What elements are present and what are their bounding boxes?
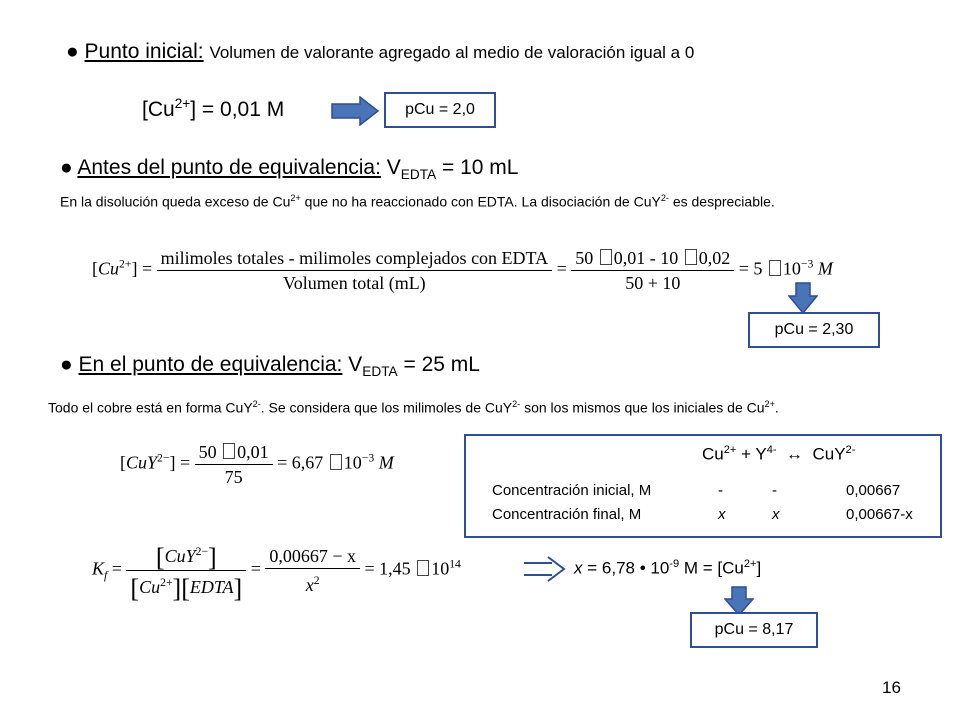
note-sup: 2- xyxy=(660,193,669,203)
solution-text: = 6,78 • 10 xyxy=(587,558,670,578)
row-c2: - xyxy=(772,482,777,499)
row-c3: 0,00667-x xyxy=(846,506,913,523)
result-initial xyxy=(384,92,496,128)
note-part: En la disolución queda exceso de Cu xyxy=(60,193,291,210)
v-value: = 10 mL xyxy=(442,156,519,179)
note-part: son los mismos que los iniciales de Cu xyxy=(520,399,765,416)
eq-lhs-sup: 2+ xyxy=(119,257,132,271)
note-part: Todo el cobre está en forma CuY xyxy=(48,399,253,416)
cuy-result-exp: −3 xyxy=(361,451,375,465)
initial-description: Volumen de valorante agregado al medio de valoración igual a 0 xyxy=(209,43,695,62)
times-glyph xyxy=(330,454,342,470)
note-sup: 2- xyxy=(252,399,261,409)
times-glyph xyxy=(223,443,235,459)
equiv-note xyxy=(48,399,779,416)
times-glyph xyxy=(769,260,781,276)
species1-sup: 2+ xyxy=(723,444,737,456)
solution-tail: M = [Cu xyxy=(679,558,744,578)
eq-result: = 5 xyxy=(738,258,767,279)
heading-initial xyxy=(66,40,694,64)
times-glyph xyxy=(600,249,612,265)
cuy-num-b: 0,01 xyxy=(237,442,269,462)
v-sub: EDTA xyxy=(362,364,398,380)
down-arrow-icon xyxy=(788,282,818,314)
solution-tail-end: ] xyxy=(756,558,762,578)
solution-exp: -9 xyxy=(669,558,680,570)
bullet: ● xyxy=(60,156,73,179)
note-part: es despreciable. xyxy=(668,193,775,210)
heading-equiv xyxy=(60,353,480,379)
result-before xyxy=(748,312,880,348)
fraction-kf: $\frac{[CuY^{2-}]}{[Cu^{2+}][EDTA]}$ xyxy=(126,540,246,601)
times-glyph xyxy=(685,249,697,265)
kf-num2: 0,00667 − x xyxy=(265,544,360,569)
result-equiv xyxy=(690,612,818,648)
kf-result-base: 10 xyxy=(431,558,450,579)
result-before-text: pCu = 2,30 xyxy=(774,321,854,338)
reaction-equation xyxy=(702,444,855,465)
frac-num: milimoles totales - milimoles complejados con EDTA xyxy=(157,246,553,271)
cuy-result-unit: M xyxy=(378,452,394,473)
heading-before xyxy=(60,156,518,182)
right-arrow-icon xyxy=(330,96,380,126)
heading-equiv-title: En el punto de equivalencia: xyxy=(78,353,343,376)
equation-cuy: [CuY$^{2-}$] = $\frac{50 0,01}{75}$ = 6,67 $10^{-3}$ M xyxy=(120,442,394,487)
cuy-lhs: CuY xyxy=(126,452,158,473)
solution-tail-sup: 2+ xyxy=(743,558,757,570)
fraction-cuy xyxy=(195,440,273,489)
row-final xyxy=(492,506,913,523)
fraction-numeric xyxy=(571,246,734,295)
kf-result-exp: 14 xyxy=(449,557,461,571)
bullet: ● xyxy=(66,40,79,63)
frac-num-a: 50 xyxy=(575,248,598,268)
conc-suffix: ] = 0,01 M xyxy=(190,98,285,121)
note-sup: 2- xyxy=(512,399,521,409)
note-part: . Se considera que los milimoles de CuY xyxy=(260,399,513,416)
solution-x: x = 6,78 • $10^{-9}$ $M = [Cu^{2+}]$ xyxy=(574,558,762,578)
implies-arrow-icon xyxy=(522,554,568,584)
eq-result-exp: −3 xyxy=(800,257,814,271)
kf-result: = 1,45 xyxy=(364,558,416,579)
fraction-millimoles xyxy=(157,246,553,295)
row-c1: - xyxy=(718,482,723,499)
cuy-num-a: 50 xyxy=(198,442,222,462)
conc-prefix: [Cu xyxy=(142,98,175,121)
times-glyph xyxy=(417,560,429,576)
fraction-kf-numeric xyxy=(265,544,360,597)
note-sup: 2+ xyxy=(290,193,301,203)
initial-concentration xyxy=(142,96,284,122)
eq-result-base: 10 xyxy=(782,258,801,279)
equation-kf: $K_f$ = $\frac{[CuY^{2-}]}{[Cu^{2+}][EDTA]}$ = $\frac{0,00667 - x}{x^2}$ = 1,45 $10^{14}$ xyxy=(92,540,461,601)
cuy-den: 75 xyxy=(224,467,243,487)
result-equiv-text: pCu = 8,17 xyxy=(714,621,794,638)
product-sup: 2- xyxy=(845,444,856,456)
reaction-table xyxy=(464,434,942,538)
equilibrium-arrow-icon: ↔ xyxy=(786,444,804,464)
v-label: V xyxy=(386,156,401,179)
kf-den2-sup: 2 xyxy=(313,573,320,587)
heading-before-title: Antes del punto de equivalencia: xyxy=(77,156,381,179)
note-sup: 2+ xyxy=(764,399,775,409)
v-value: = 25 mL xyxy=(403,353,480,376)
kf-num-sup: 2− xyxy=(195,545,209,558)
row-initial xyxy=(492,482,900,499)
kf-den-a-sup: 2+ xyxy=(160,575,173,589)
row-c2: x xyxy=(772,506,780,523)
cuy-lhs-sup: 2− xyxy=(157,451,170,465)
row-c1: x xyxy=(718,506,726,523)
kf-den2: x xyxy=(305,574,314,595)
species2-sup: 4- xyxy=(766,444,777,456)
product: CuY xyxy=(812,444,846,464)
before-note xyxy=(60,193,775,210)
eq-result-unit: M xyxy=(817,258,833,279)
cuy-result: = 6,67 xyxy=(277,452,328,473)
kf-num: CuY xyxy=(164,546,196,566)
note-part: que no ha reaccionado con EDTA. La disociación de CuY xyxy=(300,193,661,210)
v-label: V xyxy=(348,353,363,376)
row-label: Concentración final, M xyxy=(492,506,642,523)
row-label: Concentración inicial, M xyxy=(492,482,652,499)
result-initial-text: pCu = 2,0 xyxy=(405,101,475,118)
frac-num-c: 0,02 xyxy=(698,248,731,268)
species1: Cu xyxy=(702,444,724,464)
eq-lhs: Cu xyxy=(98,258,120,279)
frac-den: Volumen total (mL) xyxy=(283,273,426,293)
cuy-result-base: 10 xyxy=(343,452,362,473)
page-number: 16 xyxy=(882,678,901,697)
bullet: ● xyxy=(60,353,73,376)
v-sub: EDTA xyxy=(400,167,437,183)
kf-lhs: K xyxy=(92,558,105,579)
kf-den-a: Cu xyxy=(139,576,161,597)
plus-species2: + Y xyxy=(741,444,767,464)
note-part: . xyxy=(774,399,779,416)
frac-num-b: 0,01 - 10 xyxy=(613,248,683,268)
heading-initial-title: Punto inicial: xyxy=(84,40,204,63)
row-c3: 0,00667 xyxy=(846,482,901,499)
kf-den-b: EDTA xyxy=(189,576,234,597)
frac-den: 50 + 10 xyxy=(625,273,681,293)
conc-sup: 2+ xyxy=(174,96,191,111)
kf-lhs-sub: f xyxy=(104,569,108,583)
equation-before: $[Cu^{2+}]$ = $\frac{\text{milimoles totales - milimoles complejados con EDTA}}{\text{Volumen total (mL)}}$ = $\frac{50 0,01 - 10 0,02}{50 + 10}$ = 5 $10^{-3}$ M xyxy=(92,248,833,293)
